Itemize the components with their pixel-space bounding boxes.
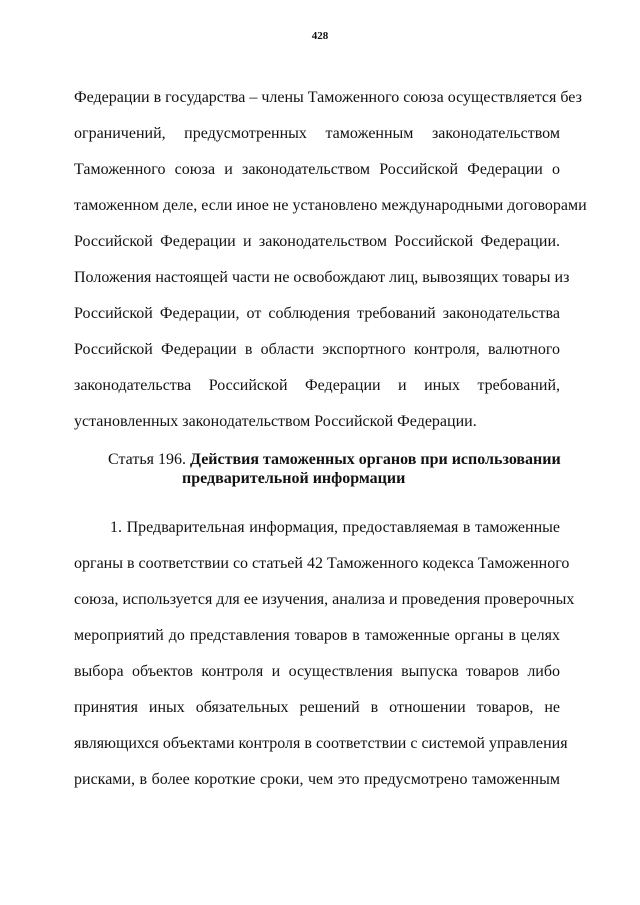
- text-line: являющихся объектами контроля в соответствии с системой управления: [74, 735, 568, 752]
- text-line: Российской Федерации в области экспортного контроля, валютного: [74, 341, 560, 358]
- text-line: органы в соответствии со статьей 42 Таможенного кодекса Таможенного: [74, 555, 570, 572]
- text-line-last: установленных законодательством Российской Федерации.: [74, 413, 477, 430]
- text-line: законодательства Российской Федерации и иных требований,: [74, 377, 560, 394]
- paragraph-1: [74, 510, 575, 798]
- text-line: выбора объектов контроля и осуществления выпуска товаров либо: [74, 663, 560, 680]
- text-line: рисками, в более короткие сроки, чем это предусмотрено таможенным: [74, 771, 560, 788]
- text-line: союза, используется для ее изучения, анализа и проведения проверочных: [74, 591, 575, 608]
- text-line: Российской Федерации и законодательством Российской Федерации.: [74, 233, 560, 250]
- article-title-part-1: Действия таможенных органов при использовании: [189, 451, 561, 468]
- text-line: Федерации в государства – члены Таможенного союза осуществляется без: [74, 89, 582, 106]
- page-number: 428: [311, 30, 329, 42]
- text-line: принятия иных обязательных решений в отношении товаров, не: [74, 699, 560, 716]
- text-line: мероприятий до представления товаров в таможенные органы в целях: [74, 627, 560, 644]
- text-line: таможенном деле, если иное не установлено международными договорами: [74, 197, 587, 214]
- article-number: Статья 196.: [108, 451, 186, 468]
- text-line: Таможенного союза и законодательством Российской Федерации о: [74, 161, 560, 178]
- text-line: Российской Федерации, от соблюдения требований законодательства: [74, 305, 560, 322]
- text-line: ограничений, предусмотренных таможенным законодательством: [74, 125, 560, 142]
- paragraph-continuation: [74, 80, 587, 440]
- text-line-first: 1. Предварительная информация, предоставляемая в таможенные: [110, 519, 560, 536]
- article-title-part-2: предварительной информации: [182, 470, 406, 487]
- article-heading: [74, 450, 560, 488]
- text-line: Положения настоящей части не освобождают лиц, вывозящих товары из: [74, 269, 570, 286]
- article-heading-line-1: [74, 450, 560, 469]
